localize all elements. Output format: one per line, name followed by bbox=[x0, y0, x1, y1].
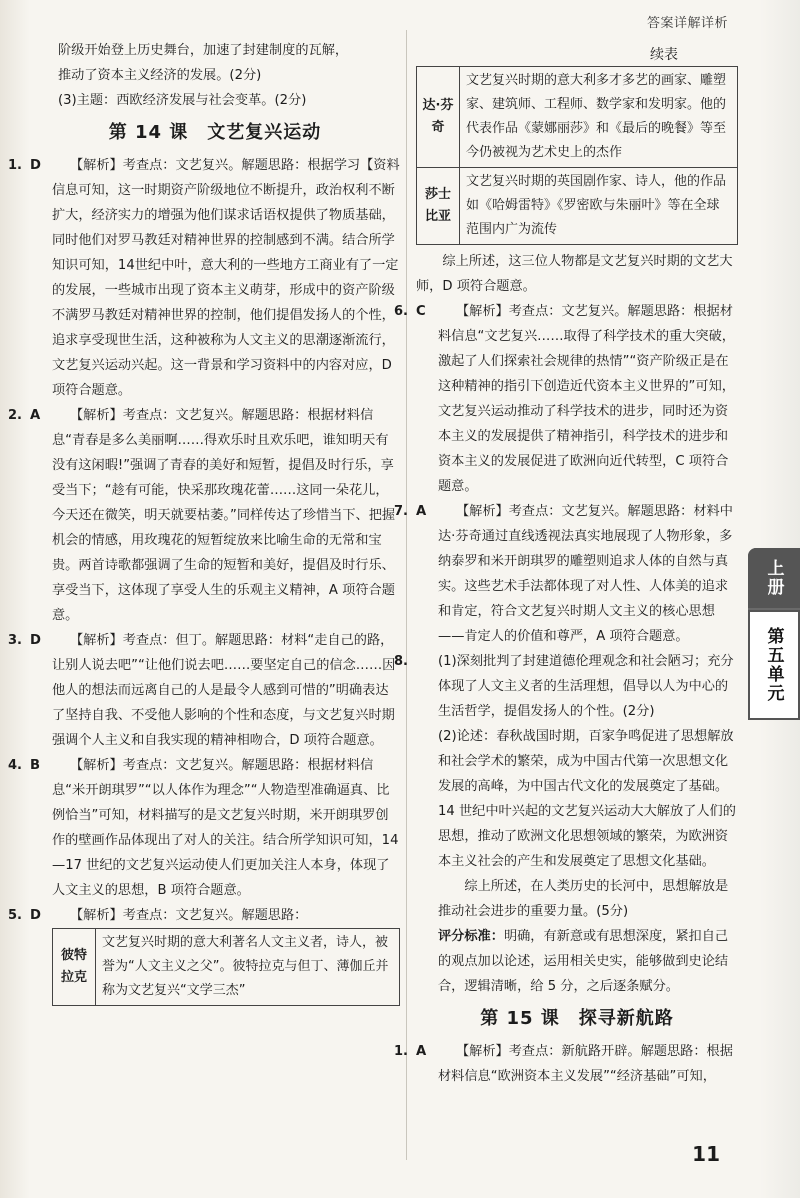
analysis-lead: 【解析】考查点：文艺复兴。解题思路：根据材 bbox=[70, 758, 347, 773]
scoring-label: 评分标准： bbox=[438, 929, 504, 944]
analysis-lead: 【解析】考查点：新航路开辟。解题思路：根据 bbox=[456, 1044, 733, 1059]
question-number: 5. bbox=[8, 908, 22, 923]
person-name: 莎士比亚 bbox=[417, 168, 460, 245]
intro-line-3: (3)主题：西欧经济发展与社会变革。(2分) bbox=[58, 93, 307, 108]
left-column bbox=[8, 38, 400, 1006]
question-number: 6. bbox=[394, 304, 408, 319]
question-number: 4. bbox=[8, 758, 22, 773]
analysis-text: 材料信息“欧洲资本主义发展”“经济基础”可知， bbox=[438, 1069, 716, 1084]
question-8 bbox=[394, 649, 738, 999]
question-6 bbox=[394, 299, 738, 499]
question-number: 7. bbox=[394, 504, 408, 519]
column-divider bbox=[406, 30, 407, 1160]
q5-summary: 综上所述，这三位人物都是文艺复兴时期的文艺大师，D 项符合题意。 bbox=[416, 254, 733, 294]
person-table bbox=[52, 928, 400, 1006]
table-row bbox=[53, 929, 400, 1006]
question-7 bbox=[394, 499, 738, 649]
person-name: 达·芬奇 bbox=[417, 67, 460, 168]
answer-part-2: (2)论述：春秋战国时期，百家争鸣促进了思想解放和社会学术的繁荣，成为中国古代第一次思想文化发展的高峰，为中国古代文化的发展奠定了基础。14 世纪中叶兴起的文艺复兴运动大大解放了人们的思想，推动了欧洲文化思想领域的繁荣，为欧洲资本主义社会的产生和发展奠定了思想文化基础。 bbox=[438, 729, 736, 869]
answer-letter: A bbox=[30, 408, 41, 423]
lesson-15-title: 第 15 课 探寻新航路 bbox=[480, 1008, 674, 1029]
lesson-15-question-1 bbox=[394, 1039, 738, 1089]
person-description: 文艺复兴时期的意大利著名人文主义者，诗人，被誉为“人文主义之父”。彼特拉克与但丁、薄伽丘并称为文艺复兴“文学三杰” bbox=[96, 929, 400, 1006]
analysis-text: 料信息“米开朗琪罗”“以人体作为理念”“人物造型准确逼真、比例恰当”可知，材料描写的是文艺复兴时期，米开朗琪罗创作的壁画作品体现出了对人的关注。结合所学知识可知，14—17 世纪的文艺复兴运动使人们更加关注人本身，体现了人文主义的思想，B 项符合题意。 bbox=[52, 758, 399, 898]
question-3 bbox=[8, 628, 400, 753]
question-2 bbox=[8, 403, 400, 628]
answer-letter: A bbox=[416, 1044, 427, 1059]
question-number: 8. bbox=[394, 654, 408, 669]
answer-letter: C bbox=[416, 304, 426, 319]
header-title: 答案详解详析 bbox=[646, 16, 728, 31]
answer-letter: D bbox=[30, 633, 41, 648]
scoring-text: 明确，有新意或有思想深度，紧扣自己的观点加以论述，运用相关史实，能够做到史论结合，逻辑清晰，给 5 分，之后逐条赋分。 bbox=[438, 929, 729, 994]
analysis-lead: 【解析】考查点：文艺复兴。解题思路：根据材 bbox=[456, 304, 733, 319]
table-row bbox=[417, 168, 738, 245]
analysis-lead: 【解析】考查点：文艺复兴。解题思路：材料中 bbox=[456, 504, 733, 519]
question-number: 2. bbox=[8, 408, 22, 423]
table-caption: 续表 bbox=[650, 47, 678, 63]
person-name: 彼特拉克 bbox=[53, 929, 96, 1006]
answer-conclusion: 综上所述，在人类历史的长河中，思想解放是推动社会进步的重要力量。(5分) bbox=[438, 879, 729, 919]
lesson-14-title: 第 14 课 文艺复兴运动 bbox=[108, 122, 322, 143]
analysis-text: 达·芬奇通过直线透视法真实地展现了人物形象，多纳泰罗和米开朗琪罗的雕塑则追求人体的自然与真实。这些艺术手法都体现了对人性、人体美的追求和肯定，符合文艺复兴时期人文主义的核心思想——肯定人的价值和尊严，A 项符合题意。 bbox=[438, 529, 733, 644]
analysis-text: 信息“青春是多么美丽啊……得欢乐时且欢乐吧，谁知明天有没有这闲暇!”强调了青春的美好和短暂，提倡及时行乐，享受当下；“趁有可能，快采那玫瑰花蕾……这同一朵花儿，今天还在微笑，明天就要枯萎。”同样传达了珍惜当下、把握机会的情感，用玫瑰花的短暂绽放来比喻生命的无常和宝贵。两首诗歌都强调了生命的短暂和美好，提倡及时行乐、享受当下，这体现了享受人生的乐观主义精神，A 项符合题意。 bbox=[52, 408, 396, 623]
question-1 bbox=[8, 153, 400, 403]
question-4 bbox=[8, 753, 400, 903]
analysis-text: 己的路，让别人说去吧”“让他们说去吧……要坚定自己的信念……因他人的想法而远离自己的人是最令人感到可惜的”明确表达了坚持自我、不受他人影响的个性和态度，与文艺复兴时期强调个人主义和自我实现的精神相吻合，D 项符合题意。 bbox=[52, 633, 396, 748]
question-number: 1. bbox=[8, 158, 22, 173]
analysis-lead: 【解析】考查点：文艺复兴。解题思路：根据学习 bbox=[70, 158, 361, 173]
analysis-text: 【资料信息可知，这一时期资产阶级地位不断提升，政治权利不断扩大，经济实力的增强为他们谋求话语权提供了物质基础，同时他们对罗马教廷对精神世界的控制感到不满。结合所学知识可知，14世纪中叶，意大利的一些地方工商业有了一定的发展，一些城市出现了资本主义萌芽，形成中的资产阶级不满罗马教廷对精神世界的控制，他们提倡发扬人的个性，追求享受现世生活，这种被称为人文主义的思潮逐渐流行，文艺复兴运动兴起。这一背景和学习资料中的内容对应，D 项符合题意。 bbox=[52, 158, 400, 398]
person-description: 文艺复兴时期的英国剧作家、诗人，他的作品如《哈姆雷特》《罗密欧与朱丽叶》等在全球范围内广为流传 bbox=[460, 168, 738, 245]
analysis-text: 料信息“文艺复兴……取得了科学技术的重大突破，激起了人们探索社会规律的热情”“资产阶级正是在这种精神的指引下创造近代资本主义世界的”可知，文艺复兴运动推动了科学技术的进步，同时还为资本主义的发展提供了精神指引，科学技术的进步和资本主义的发展促进了欧洲向近代转型，C 项符合题意。 bbox=[438, 329, 735, 494]
unit-label: 第五单元 bbox=[748, 610, 800, 720]
table-row bbox=[417, 67, 738, 168]
analysis-lead: 【解析】考查点：文艺复兴。解题思路：根据材料 bbox=[70, 408, 361, 423]
question-5 bbox=[8, 903, 400, 1006]
analysis-lead: 【解析】考查点：但丁。解题思路：材料“走自 bbox=[70, 633, 341, 648]
answer-letter: D bbox=[30, 158, 41, 173]
answer-letter: A bbox=[416, 504, 427, 519]
analysis-lead: 【解析】考查点：文艺复兴。解题思路： bbox=[70, 908, 308, 923]
answer-letter: D bbox=[30, 908, 41, 923]
volume-label: 上册 bbox=[748, 548, 800, 608]
intro-line-1: 阶级开始登上历史舞台，加速了封建制度的瓦解， bbox=[58, 43, 349, 58]
scoring-criteria bbox=[416, 924, 738, 999]
answer-part-1: (1)深刻批判了封建道德伦理观念和社会陋习；充分体现了人文主义者的生活理想，倡导以人为中心的生活哲学，提倡发扬人的个性。(2分) bbox=[438, 654, 734, 719]
right-column bbox=[394, 44, 738, 1089]
answer-letter: B bbox=[30, 758, 41, 773]
unit-side-tab bbox=[748, 548, 800, 720]
question-number: 1. bbox=[394, 1044, 408, 1059]
person-table-continued bbox=[416, 66, 738, 245]
intro-line-2: 推动了资本主义经济的发展。(2分) bbox=[58, 68, 262, 83]
question-number: 3. bbox=[8, 633, 22, 648]
person-description: 文艺复兴时期的意大利多才多艺的画家、雕塑家、建筑师、工程师、数学家和发明家。他的代表作品《蒙娜丽莎》和《最后的晚餐》等至今仍被视为艺术史上的杰作 bbox=[460, 67, 738, 168]
page-number: 11 bbox=[692, 1142, 720, 1166]
